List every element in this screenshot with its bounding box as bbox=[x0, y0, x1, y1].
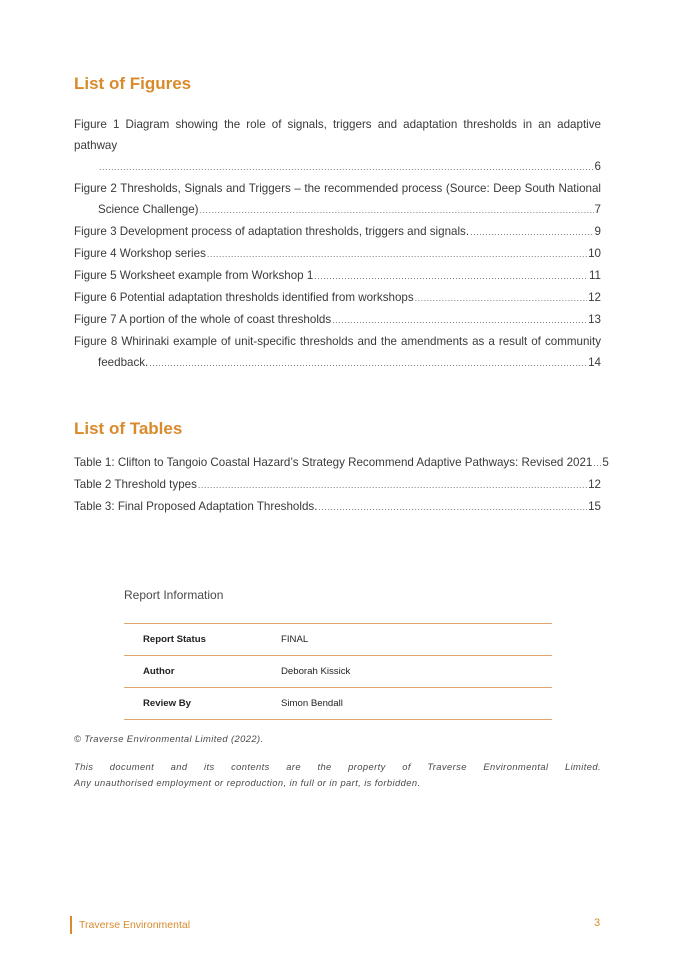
table-row bbox=[124, 688, 552, 720]
leader-dots bbox=[200, 200, 594, 221]
leader-dots bbox=[593, 453, 601, 474]
figures-list bbox=[74, 114, 601, 374]
footer-brand: Traverse Environmental bbox=[79, 919, 191, 931]
footer-page-number: 3 bbox=[594, 917, 601, 929]
figure-entry[interactable] bbox=[74, 309, 601, 331]
figure-page-number: 13 bbox=[588, 313, 601, 326]
leader-dots bbox=[314, 266, 588, 287]
figure-entry-title: Figure 5 Worksheet example from Workshop 1 bbox=[74, 269, 314, 282]
figure-entry-title: Figure 1 Diagram showing the role of signals, triggers and adaptation thresholds in an adaptive pathway bbox=[74, 118, 601, 152]
figure-entry-title: Figure 6 Potential adaptation thresholds identified from workshops bbox=[74, 291, 414, 304]
leader-dots bbox=[470, 222, 593, 243]
figure-page-number: 14 bbox=[588, 356, 601, 369]
figure-entry[interactable] bbox=[74, 265, 601, 287]
table-entry-title: Table 3: Final Proposed Adaptation Thresholds. bbox=[74, 500, 318, 513]
table-row bbox=[124, 656, 552, 688]
leader-dots bbox=[207, 244, 587, 265]
report-information-label: Report Information bbox=[124, 588, 224, 602]
figure-page-number: 10 bbox=[588, 247, 601, 260]
row-key: Author bbox=[143, 666, 175, 677]
table-page-number: 12 bbox=[588, 478, 601, 491]
tables-list bbox=[74, 452, 609, 518]
figure-page-number: 6 bbox=[594, 160, 601, 173]
leader-dots bbox=[99, 157, 594, 178]
table-entry-title: Table 2 Threshold types bbox=[74, 478, 197, 491]
figure-entry-title: Figure 3 Development process of adaptation thresholds, triggers and signals. bbox=[74, 225, 470, 238]
row-key: Report Status bbox=[143, 634, 206, 645]
table-entry[interactable] bbox=[74, 496, 601, 518]
disclaimer-line-2: Any unauthorised employment or reproduction, in full or in part, is forbidden. bbox=[74, 777, 421, 788]
figure-entry[interactable] bbox=[74, 243, 601, 265]
table-page-number: 15 bbox=[588, 500, 601, 513]
disclaimer-line-1: This document and its contents are the property of Traverse Environmental Limited. bbox=[74, 761, 601, 772]
figure-entry[interactable] bbox=[74, 114, 601, 178]
copyright-notice: © Traverse Environmental Limited (2022). bbox=[74, 733, 264, 744]
figure-page-number: 9 bbox=[594, 225, 601, 238]
leader-dots bbox=[149, 353, 587, 374]
figure-entry-title-cont: feedback. bbox=[98, 356, 149, 369]
leader-dots bbox=[198, 475, 587, 496]
figure-entry[interactable] bbox=[74, 331, 601, 374]
footer-accent-bar bbox=[70, 916, 72, 934]
figure-entry-title: Figure 2 Thresholds, Signals and Triggers – the recommended process (Source: Deep South National bbox=[74, 182, 601, 195]
row-value: Deborah Kissick bbox=[281, 666, 351, 677]
row-value: FINAL bbox=[281, 634, 309, 645]
report-information-table bbox=[124, 623, 552, 720]
figure-entry[interactable] bbox=[74, 221, 601, 243]
table-entry[interactable] bbox=[74, 452, 609, 474]
figure-entry-title-cont: Science Challenge) bbox=[98, 203, 199, 216]
figure-page-number: 11 bbox=[588, 269, 601, 282]
row-key: Review By bbox=[143, 698, 191, 709]
figure-page-number: 12 bbox=[588, 291, 601, 304]
leader-dots bbox=[332, 310, 587, 331]
table-entry[interactable] bbox=[74, 474, 601, 496]
list-of-figures-heading: List of Figures bbox=[74, 74, 192, 93]
list-of-tables-heading: List of Tables bbox=[74, 419, 183, 438]
table-entry-title: Table 1: Clifton to Tangoio Coastal Hazard’s Strategy Recommend Adaptive Pathways: Revised 2021 bbox=[74, 456, 593, 469]
leader-dots bbox=[415, 288, 587, 309]
figure-entry-title: Figure 4 Workshop series bbox=[74, 247, 206, 260]
table-page-number: 5 bbox=[602, 456, 609, 469]
figure-entry-title: Figure 7 A portion of the whole of coast thresholds bbox=[74, 313, 332, 326]
row-value: Simon Bendall bbox=[281, 698, 343, 709]
figure-entry[interactable] bbox=[74, 287, 601, 309]
leader-dots bbox=[318, 497, 587, 518]
figure-entry[interactable] bbox=[74, 178, 601, 221]
table-row bbox=[124, 624, 552, 656]
disclaimer bbox=[74, 759, 601, 791]
figure-page-number: 7 bbox=[594, 203, 601, 216]
figure-entry-title: Figure 8 Whirinaki example of unit-specific thresholds and the amendments as a result of community bbox=[74, 335, 601, 348]
